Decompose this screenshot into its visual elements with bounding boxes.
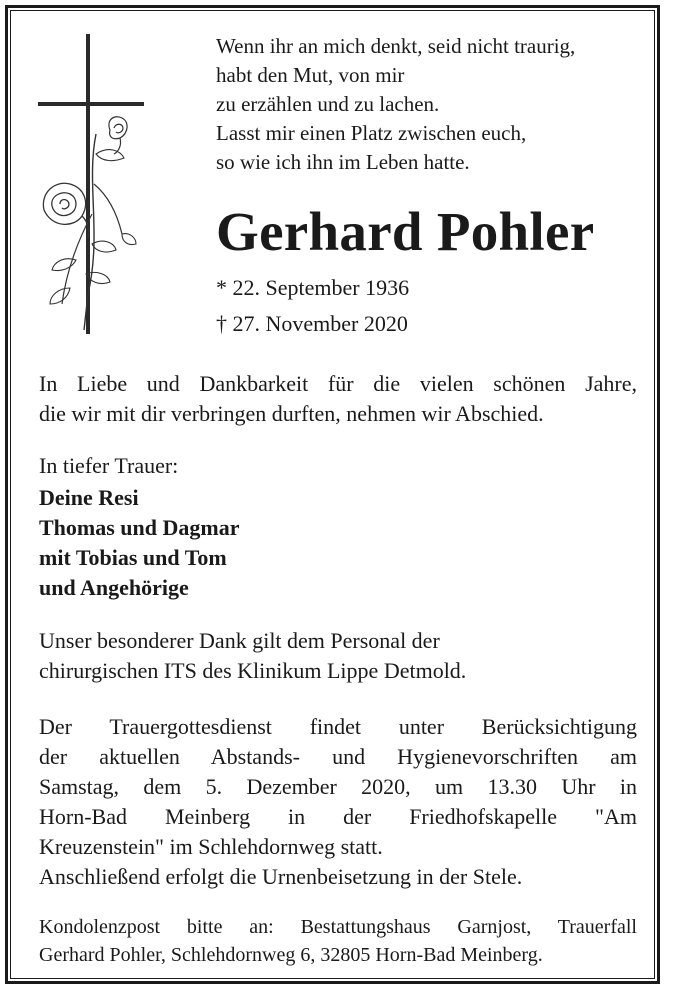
- memorial-poem: [216, 32, 575, 177]
- mourner-name: Thomas und Dagmar: [39, 515, 240, 540]
- poem-line: Wenn ihr an mich denkt, seid nicht traurig,: [216, 34, 576, 58]
- service-line: Horn-Bad Meinberg in der Friedhofskapelle "Am: [39, 804, 637, 829]
- life-dates: [216, 270, 409, 342]
- birth-date: * 22. September 1936: [216, 275, 410, 300]
- mourner-name: mit Tobias und Tom: [39, 545, 227, 570]
- farewell-line: die wir mit dir verbringen durften, nehmen wir Abschied.: [39, 401, 544, 426]
- cross-with-roses-icon: [36, 34, 148, 334]
- farewell-line: In Liebe und Dankbarkeit für die vielen schönen Jahre,: [39, 371, 637, 396]
- condolence-text: [39, 913, 637, 969]
- service-line: der aktuellen Abstands- und Hygienevorschriften am: [39, 744, 637, 769]
- thanks-text: [39, 626, 637, 686]
- deceased-name: Gerhard Pohler: [216, 201, 595, 262]
- service-text: [39, 712, 637, 892]
- poem-line: zu erzählen und zu lachen.: [216, 92, 440, 116]
- poem-line: Lasst mir einen Platz zwischen euch,: [216, 121, 527, 145]
- condolence-line: Gerhard Pohler, Schlehdornweg 6, 32805 Horn-Bad Meinberg.: [39, 944, 543, 966]
- thanks-line: Unser besonderer Dank gilt dem Personal der: [39, 628, 440, 653]
- thanks-line: chirurgischen ITS des Klinikum Lippe Detmold.: [39, 658, 467, 683]
- poem-line: so wie ich ihn im Leben hatte.: [216, 150, 470, 174]
- death-date: † 27. November 2020: [216, 311, 408, 336]
- service-line: Anschließend erfolgt die Urnenbeisetzung in der Stele.: [39, 864, 523, 889]
- condolence-line: Kondolenzpost bitte an: Bestattungshaus Garnjost, Trauerfall: [39, 916, 637, 938]
- poem-line: habt den Mut, von mir: [216, 63, 405, 87]
- mourners-block: [39, 451, 637, 603]
- service-line: Samstag, dem 5. Dezember 2020, um 13.30 Uhr in: [39, 774, 637, 799]
- service-line: Kreuzenstein" im Schlehdornweg statt.: [39, 834, 383, 859]
- farewell-text: [39, 369, 637, 429]
- mourner-name: Deine Resi: [39, 485, 139, 510]
- mourner-name: und Angehörige: [39, 575, 189, 600]
- service-line: Der Trauergottesdienst findet unter Berücksichtigung: [39, 714, 637, 739]
- mourners-intro: In tiefer Trauer:: [39, 453, 179, 478]
